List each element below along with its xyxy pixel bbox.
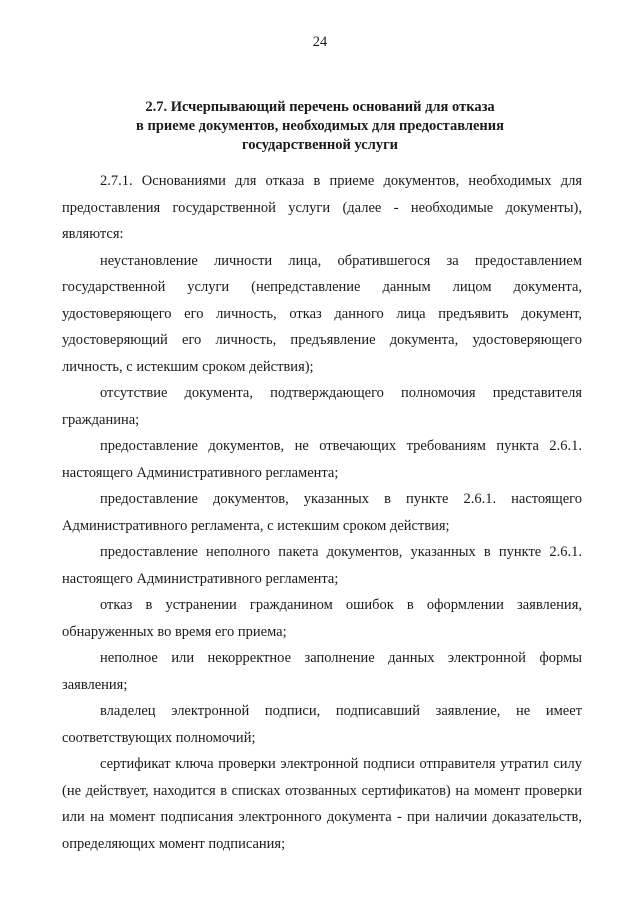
paragraph-electronic-form: неполное или некорректное заполнение данных электронной формы заявления;: [62, 650, 582, 693]
paragraph-certificate: сертификат ключа проверки электронной подписи отправителя утратил силу (не действует, находится в списках отозванных сертификатов) на момент проверки или на момент подписания электронного документа - при наличии доказательств, определяющих момент подписания;: [62, 756, 582, 852]
paragraph-representative: отсутствие документа, подтверждающего полномочия представителя гражданина;: [62, 385, 582, 428]
paragraph-intro: 2.7.1. Основаниями для отказа в приеме документов, необходимых для предоставления государственной услуги (далее - необходимые документы), являются:: [62, 173, 582, 242]
section-title-line: в приеме документов, необходимых для предоставления: [136, 118, 504, 134]
paragraph-errors: отказ в устранении гражданином ошибок в оформлении заявления, обнаруженных во время его приема;: [62, 597, 582, 640]
section-title: [100, 98, 540, 155]
document-body: [62, 168, 582, 857]
paragraph-signature-owner: владелец электронной подписи, подписавший заявление, не имеет соответствующих полномочий;: [62, 703, 582, 746]
page-number: 24: [312, 34, 328, 50]
paragraph-identity: неустановление личности лица, обратившегося за предоставлением государственной услуги (непредставление данным лицом документа, удостоверяющего его личность, отказ данного лица предъявить документ, удостоверяющий его личность, предъявление документа, удостоверяющего личность, с истекшим сроком действия);: [62, 252, 582, 375]
paragraph-requirements: предоставление документов, не отвечающих требованиям пункта 2.6.1. настоящего Административного регламента;: [62, 438, 582, 481]
paragraph-expired: предоставление документов, указанных в пункте 2.6.1. настоящего Административного регламента, с истекшим сроком действия;: [62, 491, 582, 534]
section-title-line: государственной услуги: [241, 137, 399, 153]
paragraph-incomplete: предоставление неполного пакета документов, указанных в пункте 2.6.1. настоящего Административного регламента;: [62, 544, 582, 587]
section-title-line: 2.7. Исчерпывающий перечень оснований для отказа: [145, 99, 495, 115]
